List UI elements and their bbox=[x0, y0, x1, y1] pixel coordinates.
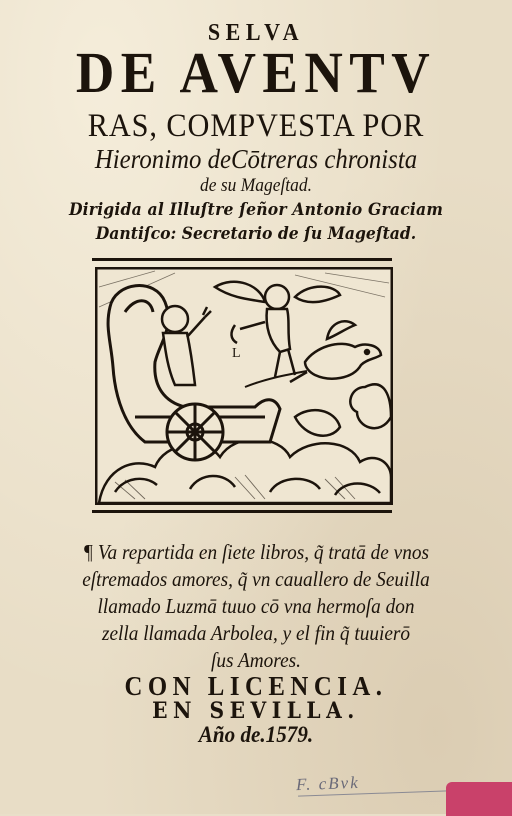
bookmark-tab bbox=[446, 782, 512, 816]
description-line-4: zella llamada Arbolea, y el fin q̃ tuuierō bbox=[101, 621, 411, 645]
description-line-2: eſtremados amores, q̃ vn cauallero de Seuilla bbox=[82, 567, 430, 591]
woodcut-top-rule bbox=[92, 258, 392, 261]
description-line-3: llamado Luzmā tuuo cō vna hermoſa don bbox=[97, 594, 415, 618]
description-line-1: ¶ Va repartida en ſiete libros, q̃ tratā de vnos bbox=[83, 540, 429, 564]
license-line: CON LICENCIA. bbox=[124, 671, 388, 701]
author-title-line: de su Mageſtad. bbox=[200, 175, 312, 196]
handwritten-annotation: F. cBvk bbox=[295, 772, 361, 795]
city-line: EN SEVILLA. bbox=[152, 698, 360, 724]
year-line: Año de.1579. bbox=[198, 722, 314, 747]
woodcut-illustration bbox=[95, 267, 393, 505]
dedication-line-2: Dantiſco: Secretario de ſu Mageſtad. bbox=[95, 224, 417, 244]
dedication-line-1: Dirigida al Illuſtre ſeñor Antonio Graciam bbox=[68, 200, 444, 220]
description-line-5: ſus Amores. bbox=[211, 648, 301, 672]
woodcut-bottom-rule bbox=[92, 510, 392, 513]
title-line-selva: SELVA bbox=[207, 20, 305, 46]
svg-text:L: L bbox=[232, 346, 241, 361]
author-line: Hieronimo deCōtreras chronista bbox=[94, 144, 418, 174]
title-line-ras-compuesta: RAS, COMPVESTA POR bbox=[87, 108, 425, 144]
title-line-de-aventu: DE AVENTV bbox=[75, 40, 437, 105]
